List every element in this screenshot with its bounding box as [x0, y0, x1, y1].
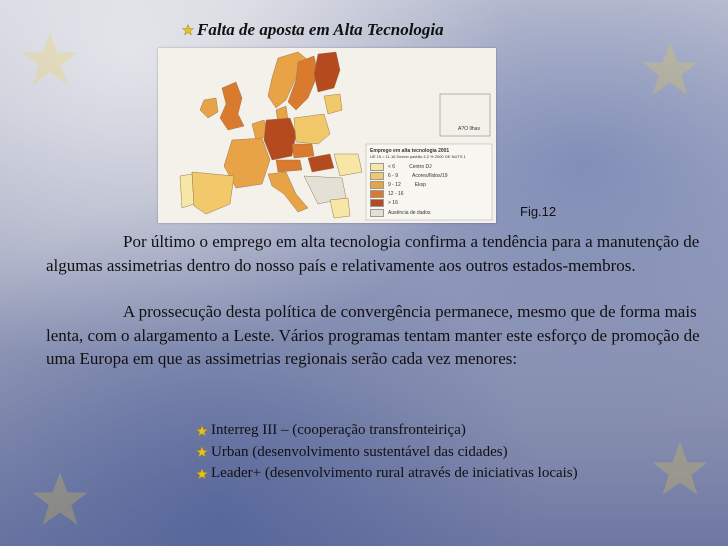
- star-icon: [196, 468, 208, 480]
- legend-title: Emprego em alta tecnologia 2001: [370, 148, 450, 154]
- star-icon: [182, 24, 194, 36]
- map-region-hungary: [308, 154, 334, 172]
- map-region-baltics: [324, 94, 342, 114]
- legend-row: [370, 198, 488, 207]
- programs-list: [196, 420, 578, 485]
- map-legend: [370, 148, 488, 217]
- figure-label: Fig.12: [520, 204, 557, 219]
- legend-swatch-no-data: [370, 209, 384, 217]
- background-star-icon: [20, 30, 80, 90]
- map-region-greece: [330, 198, 350, 218]
- legend-swatch: [370, 181, 384, 189]
- background-star-icon: [640, 40, 700, 100]
- map-region-germany: [264, 118, 296, 160]
- legend-note: Eksp: [414, 181, 426, 188]
- map-region-uk: [220, 82, 244, 130]
- map-region-portugal: [180, 174, 194, 208]
- legend-rows: [370, 162, 488, 207]
- map-inset-label: A?O Ilhas: [458, 126, 480, 132]
- map-region-spain: [192, 172, 234, 214]
- background-star-icon: [30, 470, 90, 530]
- legend-row: [370, 180, 488, 189]
- legend-note: Centro DJ: [409, 163, 432, 170]
- map-region-romania: [334, 154, 362, 176]
- legend-subtitle: UE 15 = 11.16 Desvio padrão 4,2 % 2000 GE NUTS 1: [370, 154, 466, 159]
- program-item-interreg: [196, 420, 578, 442]
- slide-title-text: Falta de aposta em Alta Tecnologia: [197, 20, 444, 39]
- program-item-text: Leader+ (desenvolvimento rural através de iniciativas locais): [211, 465, 578, 481]
- map-region-austria: [276, 160, 302, 172]
- legend-class-label: 12 - 16: [388, 190, 404, 197]
- paragraph-1: Por último o emprego em alta tecnologia confirma a tendência para a manutenção de algumas assimetrias dentro do nosso país e relativamente aos outros estados-membros.: [46, 232, 700, 275]
- legend-class-label: > 16: [388, 199, 398, 206]
- star-icon: [196, 446, 208, 458]
- map-region-czechia: [292, 144, 314, 158]
- program-item-text: Urban (desenvolvimento sustentável das cidades): [211, 443, 508, 460]
- map-region-ireland: [200, 98, 218, 118]
- legend-row: [370, 171, 488, 180]
- paragraph-2: A prossecução desta política de convergência permanece, mesmo que de forma mais lenta, com o alargamento a Leste. Vários programas tentam manter este esforço de promoção de uma Europa em que as assimetrias regionais serão cada vez menores:: [46, 302, 700, 368]
- program-item-urban: [196, 442, 578, 464]
- legend-class-label: 9 - 12: [388, 181, 401, 188]
- legend-swatch: [370, 172, 384, 180]
- legend-swatch: [370, 199, 384, 207]
- legend-row: [370, 189, 488, 198]
- legend-no-data: [370, 209, 488, 217]
- legend-note: Acores/Ilidos/19: [412, 172, 448, 179]
- program-item-text: Interreg III – (cooperação transfronteiriça): [211, 422, 466, 438]
- background-star-icon: [650, 440, 710, 500]
- star-icon: [196, 425, 208, 437]
- europe-map-figure: [158, 48, 496, 223]
- legend-row: [370, 162, 488, 171]
- program-item-leader: [196, 463, 578, 485]
- legend-swatch: [370, 163, 384, 171]
- map-region-finland: [314, 52, 340, 92]
- map-region-italy: [268, 172, 308, 212]
- legend-swatch: [370, 190, 384, 198]
- legend-class-label: 6 - 9: [388, 172, 399, 179]
- legend-no-data-label: Ausência de dados: [388, 210, 431, 216]
- slide-title: [182, 20, 444, 40]
- map-region-poland: [294, 114, 330, 144]
- legend-class-label: < 6: [388, 163, 396, 170]
